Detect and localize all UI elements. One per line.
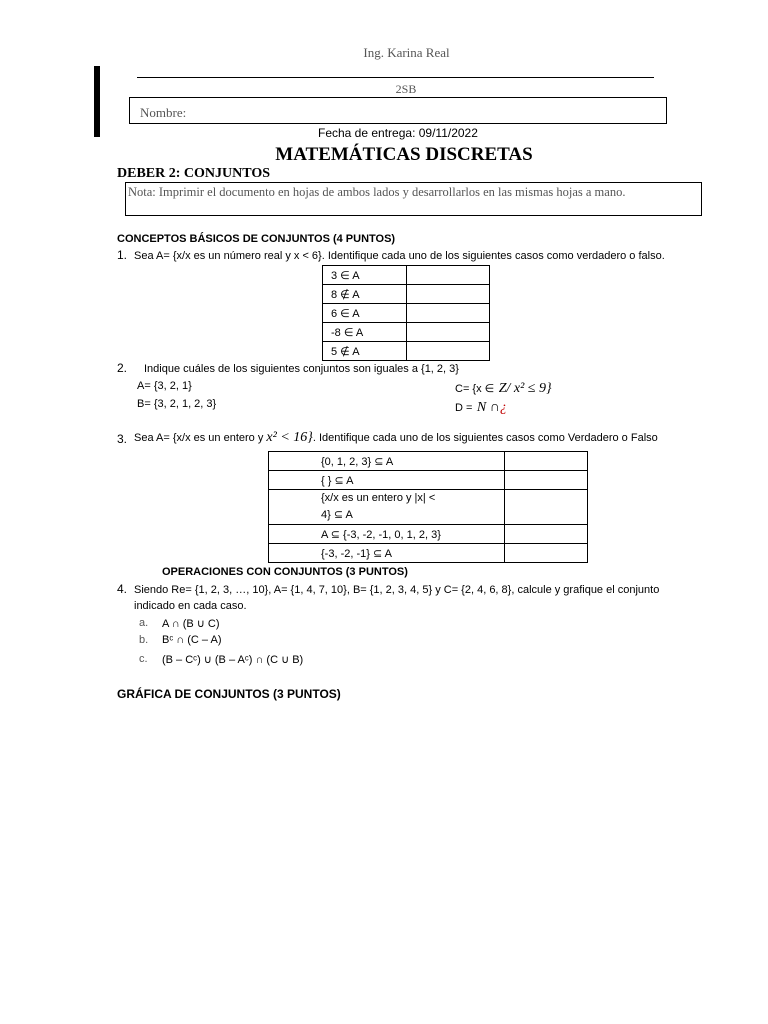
item-text-a: A ∩ (B ∪ C) bbox=[162, 618, 220, 630]
truth-table-1 bbox=[322, 265, 490, 361]
question-3-text-after: . Identifique cada uno de los siguientes casos como Verdadero o Falso bbox=[312, 432, 658, 444]
table-cell: { } ⊆ A bbox=[269, 471, 505, 490]
answer-cell[interactable] bbox=[505, 452, 588, 471]
question-number-1: 1. bbox=[117, 248, 128, 262]
set-a: A= {3, 2, 1} bbox=[137, 380, 192, 392]
question-number-2: 2. bbox=[117, 361, 128, 375]
answer-cell[interactable] bbox=[407, 342, 490, 361]
question-3-math: x² < 16} bbox=[266, 430, 313, 445]
table-cell: -8 ∈ A bbox=[323, 323, 407, 342]
section-heading-operations: OPERACIONES CON CONJUNTOS (3 PUNTOS) bbox=[162, 566, 408, 578]
question-2-text: Indique cuáles de los siguientes conjuntos son iguales a {1, 2, 3} bbox=[144, 363, 459, 375]
table-cell bbox=[269, 490, 505, 525]
set-b: B= {3, 2, 1, 2, 3} bbox=[137, 398, 217, 410]
header-rule bbox=[137, 77, 654, 78]
name-field[interactable] bbox=[129, 97, 667, 124]
item-label-a: a. bbox=[139, 617, 149, 629]
table-cell: 6 ∈ A bbox=[323, 304, 407, 323]
answer-cell[interactable] bbox=[407, 266, 490, 285]
table-cell: 3 ∈ A bbox=[323, 266, 407, 285]
section-heading-graphs: GRÁFICA DE CONJUNTOS (3 PUNTOS) bbox=[117, 687, 341, 701]
item-text-c: (B – Cᶜ) ∪ (B – Aᶜ) ∩ (C ∪ B) bbox=[162, 654, 304, 666]
answer-cell[interactable] bbox=[505, 544, 588, 563]
table-row bbox=[323, 285, 490, 304]
table-row bbox=[269, 471, 588, 490]
due-date: Fecha de entrega: 09/11/2022 bbox=[318, 126, 478, 140]
answer-cell[interactable] bbox=[407, 323, 490, 342]
set-d-prefix: D = bbox=[455, 402, 473, 414]
margin-bar bbox=[94, 66, 100, 137]
author-name: Ing. Karina Real bbox=[363, 45, 450, 60]
item-label-c: c. bbox=[139, 653, 148, 665]
table-row bbox=[323, 266, 490, 285]
answer-cell[interactable] bbox=[505, 471, 588, 490]
item-text-b: Bᶜ ∩ (C – A) bbox=[162, 634, 222, 646]
truth-table-3 bbox=[268, 451, 588, 563]
question-4-line-1: Siendo Re= {1, 2, 3, …, 10}, A= {1, 4, 7, 10}, B= {1, 2, 3, 4, 5} y C= {2, 4, 6, 8}, calcule y grafique el conjunto bbox=[134, 584, 660, 596]
table-cell: {-3, -2, -1} ⊆ A bbox=[269, 544, 505, 563]
page-subtitle: DEBER 2: CONJUNTOS bbox=[117, 166, 270, 181]
set-d-math: N ∩ bbox=[476, 400, 500, 415]
table-row bbox=[323, 304, 490, 323]
answer-cell[interactable] bbox=[505, 525, 588, 544]
table-row bbox=[269, 525, 588, 544]
question-3-text bbox=[134, 430, 658, 446]
set-c-math: Z/ x² ≤ 9} bbox=[498, 381, 552, 396]
table-row bbox=[323, 323, 490, 342]
table-cell: 5 ∉ A bbox=[323, 342, 407, 361]
table-cell: A ⊆ {-3, -2, -1, 0, 1, 2, 3} bbox=[269, 525, 505, 544]
table-row bbox=[323, 342, 490, 361]
course-code: 2SB bbox=[395, 82, 417, 96]
table-cell: 8 ∉ A bbox=[323, 285, 407, 304]
set-d-red-glyph: ¿ bbox=[499, 400, 507, 415]
question-number-3: 3. bbox=[117, 432, 128, 446]
table-cell-line: 4} ⊆ A bbox=[321, 509, 353, 521]
table-cell-line: {x/x es un entero y |x| < bbox=[321, 492, 436, 504]
answer-cell[interactable] bbox=[407, 304, 490, 323]
table-cell: {0, 1, 2, 3} ⊆ A bbox=[269, 452, 505, 471]
item-label-b: b. bbox=[139, 634, 149, 646]
question-3-text-before: Sea A= {x/x es un entero y bbox=[134, 432, 264, 444]
question-4-line-2: indicado en cada caso. bbox=[134, 600, 247, 612]
answer-cell[interactable] bbox=[505, 490, 588, 525]
set-c-prefix: C= {x ∈ bbox=[455, 383, 495, 395]
answer-cell[interactable] bbox=[407, 285, 490, 304]
table-row bbox=[269, 452, 588, 471]
page-title: MATEMÁTICAS DISCRETAS bbox=[275, 144, 533, 165]
question-number-4: 4. bbox=[117, 582, 128, 596]
set-c bbox=[455, 379, 552, 397]
section-heading-basic-concepts: CONCEPTOS BÁSICOS DE CONJUNTOS (4 PUNTOS) bbox=[117, 233, 396, 245]
question-1-text: Sea A= {x/x es un número real y x < 6}. Identifique cada uno de los siguientes casos como verdadero o falso. bbox=[134, 250, 665, 262]
name-label: Nombre: bbox=[140, 105, 187, 120]
table-row bbox=[269, 544, 588, 563]
table-row bbox=[269, 490, 588, 525]
note-box: Nota: Imprimir el documento en hojas de ambos lados y desarrollarlos en las mismas hojas a mano. bbox=[125, 182, 702, 216]
set-d bbox=[455, 398, 507, 416]
